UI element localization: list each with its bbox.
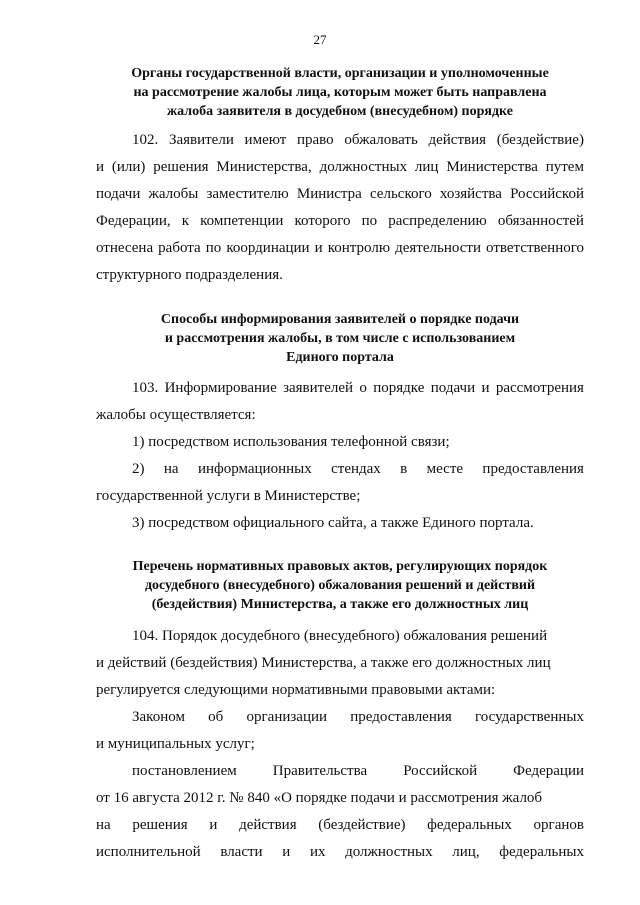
word: государственных	[475, 709, 584, 725]
word: (бездействие)	[496, 132, 584, 148]
word: координации	[226, 240, 310, 256]
section-heading-complaint-authorities	[90, 64, 590, 121]
word: предоставления	[350, 709, 452, 725]
decree-line-justified	[96, 843, 584, 861]
section-heading-normative-acts	[90, 557, 590, 614]
word: хозяйства	[439, 186, 502, 202]
word: их	[309, 844, 326, 860]
heading-line: Способы информирования заявителей о порядке подачи	[160, 312, 520, 327]
word: предоставления	[482, 461, 584, 477]
page-number: 27	[313, 32, 327, 47]
decree-line: от 16 августа 2012 г. № 840 «О порядке подачи и рассмотрения жалоб	[96, 790, 543, 806]
paragraph-line	[132, 131, 584, 149]
word: и	[96, 159, 105, 175]
word: о	[359, 380, 367, 396]
word: и	[314, 240, 323, 256]
word: в	[400, 461, 408, 477]
law-line-continuation: и муниципальных услуг;	[96, 736, 255, 752]
heading-line: и рассмотрения жалобы, в том числе с использованием	[164, 331, 516, 346]
word: стендах	[331, 461, 381, 477]
word: информационных	[197, 461, 312, 477]
heading-line: (бездействия) Министерства, а также его должностных лиц	[151, 597, 529, 612]
word: подачи	[430, 380, 476, 396]
paragraph-line: 104. Порядок досудебного (внесудебного) обжалования решений	[132, 628, 548, 644]
word: об	[208, 709, 224, 725]
heading-line: Перечень нормативных правовых актов, регулирующих порядок	[132, 559, 548, 574]
word: федеральных	[499, 844, 584, 860]
word: органов	[533, 817, 584, 833]
paragraph-line: жалобы осуществляется:	[96, 407, 256, 423]
word: (или)	[111, 159, 146, 175]
word: путем	[545, 159, 584, 175]
word: жалобы	[148, 186, 199, 202]
word: Российской	[403, 763, 478, 779]
word: Министра	[296, 186, 362, 202]
word: организации	[246, 709, 328, 725]
word: действия	[239, 817, 297, 833]
word: лиц	[414, 159, 439, 175]
list-item: 1) посредством использования телефонной связи;	[132, 434, 450, 450]
word: обжаловать	[344, 132, 418, 148]
word: должностных	[319, 159, 408, 175]
word: обязанностей	[497, 213, 584, 229]
word: деятельности	[395, 240, 481, 256]
section-heading-informing-methods	[90, 310, 590, 367]
word: 102.	[132, 132, 159, 148]
list-item-continuation: государственной услуги в Министерстве;	[96, 488, 361, 504]
word: федеральных	[427, 817, 512, 833]
word: Российской	[510, 186, 584, 202]
word: работа	[158, 240, 201, 256]
word: Заявители	[168, 132, 234, 148]
word: Министерства,	[216, 159, 312, 175]
word: решения	[153, 159, 209, 175]
word: Министерства	[446, 159, 538, 175]
paragraph-line: структурного подразделения.	[96, 267, 283, 283]
word: по	[361, 213, 378, 229]
word: Информирование	[164, 380, 277, 396]
word: по	[205, 240, 222, 256]
word: сельского	[369, 186, 432, 202]
word: Правительства	[272, 763, 368, 779]
word: постановлением	[132, 763, 237, 779]
heading-line: на рассмотрение жалобы лица, которым может быть направлена	[133, 85, 547, 100]
word: компетенции	[200, 213, 284, 229]
word: заместителю	[206, 186, 289, 202]
word: 103.	[132, 380, 159, 396]
heading-line: Единого портала	[286, 350, 394, 365]
paragraph-line	[96, 212, 584, 230]
word: Законом	[132, 709, 185, 725]
word: (бездействие)	[318, 817, 406, 833]
word: лиц,	[452, 844, 480, 860]
paragraph-line	[96, 185, 584, 203]
word: и	[209, 817, 218, 833]
word: и	[481, 380, 490, 396]
word: власти	[220, 844, 263, 860]
heading-line: досудебного (внесудебного) обжалования решений и действий	[144, 578, 536, 593]
list-item: 3) посредством официального сайта, а также Единого портала.	[132, 515, 534, 531]
paragraph-line	[132, 379, 584, 397]
word: и	[282, 844, 291, 860]
list-item-justified	[132, 460, 584, 478]
word: распределению	[388, 213, 487, 229]
word: должностных	[345, 844, 433, 860]
word: решения	[132, 817, 188, 833]
word: порядке	[373, 380, 425, 396]
paragraph-line	[96, 239, 584, 257]
paragraph-line: регулируется следующими нормативными правовыми актами:	[96, 682, 496, 698]
word: на	[163, 461, 179, 477]
decree-line-justified	[132, 762, 584, 780]
word: Федерации,	[96, 213, 171, 229]
word: право	[296, 132, 334, 148]
word: рассмотрения	[495, 380, 584, 396]
word: заявителей	[283, 380, 354, 396]
paragraph-line: и действий (бездействия) Министерства, а также его должностных лиц	[96, 655, 551, 671]
law-line-justified	[132, 708, 584, 726]
decree-line-justified	[96, 816, 584, 834]
heading-line: жалоба заявителя в досудебном (внесудебном) порядке	[167, 104, 513, 119]
word: ответственного	[486, 240, 584, 256]
word: Федерации	[513, 763, 584, 779]
word: которого	[294, 213, 351, 229]
word: имеют	[244, 132, 287, 148]
word: на	[96, 817, 111, 833]
word: отнесена	[96, 240, 154, 256]
word: подачи	[96, 186, 141, 202]
word: действия	[428, 132, 487, 148]
word: контролю	[327, 240, 391, 256]
word: месте	[426, 461, 464, 477]
paragraph-line	[96, 158, 584, 176]
word: 2)	[132, 461, 145, 477]
word: к	[181, 213, 190, 229]
heading-line: Органы государственной власти, организации и уполномоченные	[131, 66, 549, 81]
word: исполнительной	[96, 844, 201, 860]
